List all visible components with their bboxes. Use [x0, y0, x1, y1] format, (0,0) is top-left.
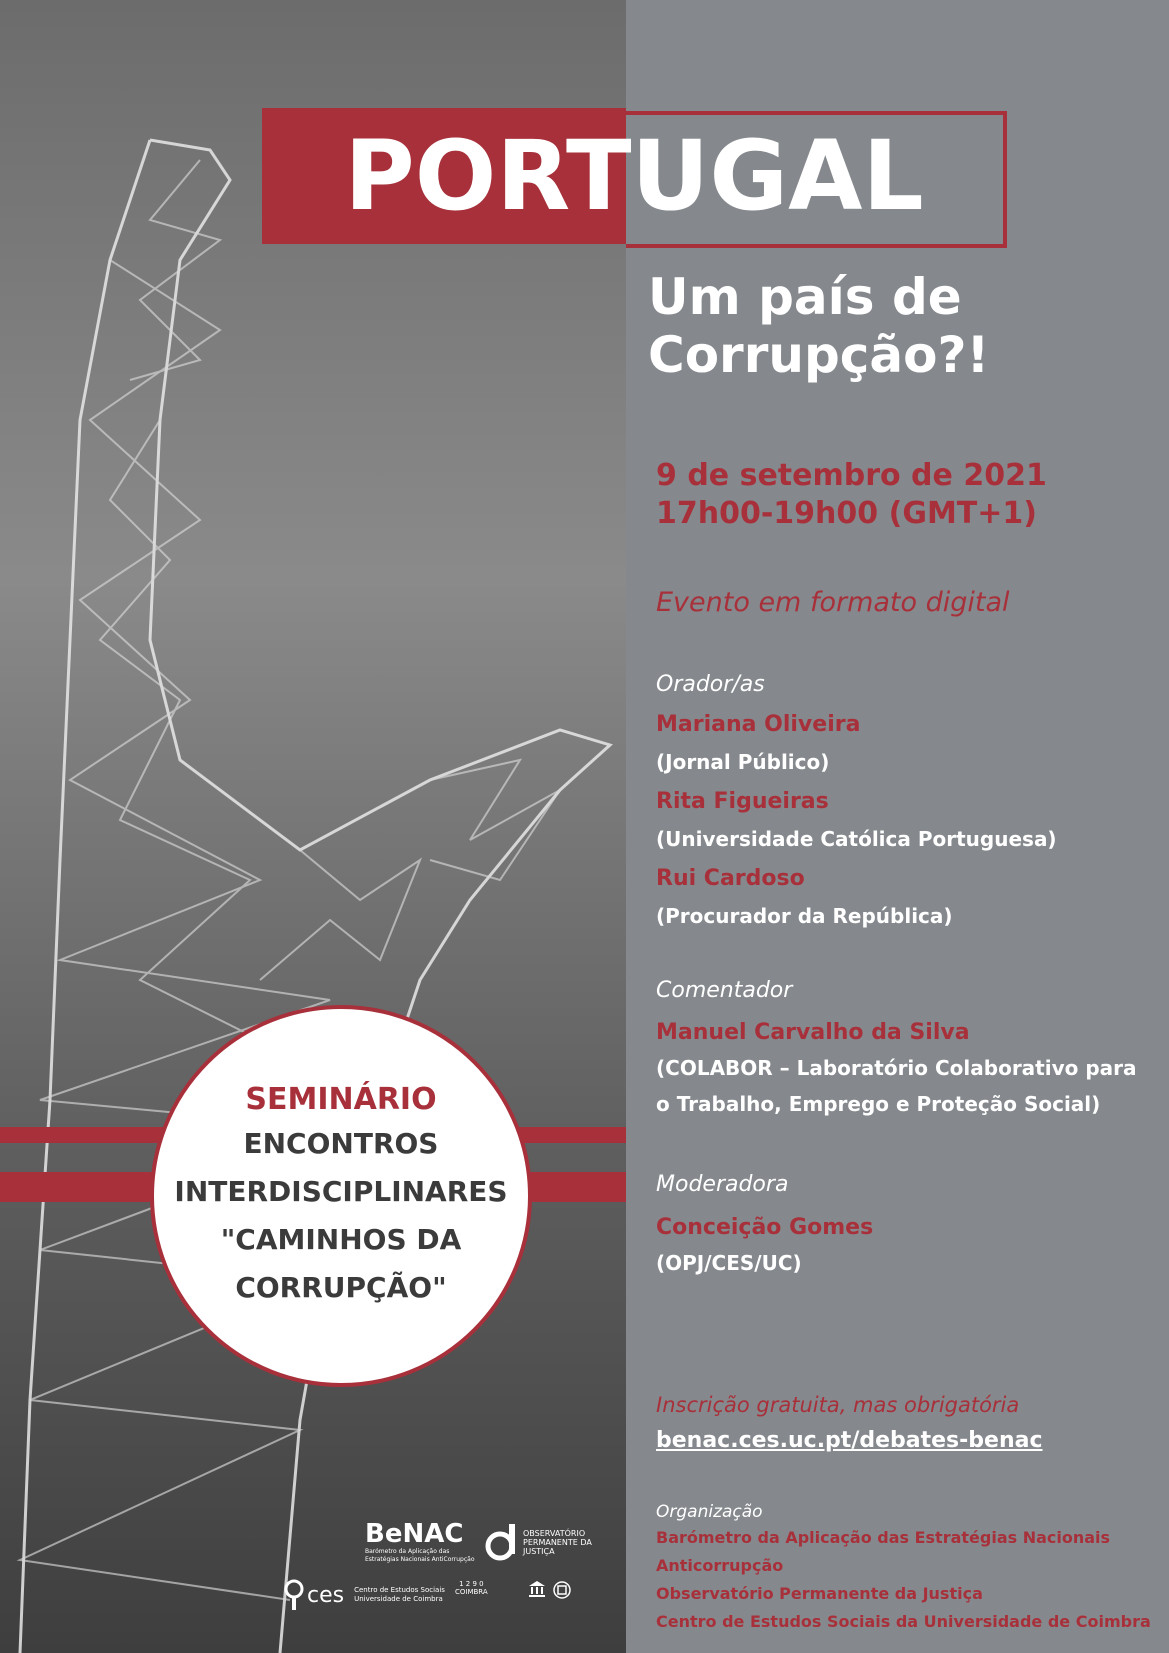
ces-logo — [283, 1578, 445, 1612]
moderator-heading: Moderadora — [656, 1172, 789, 1197]
benac-wordmark: BeNAC — [365, 1519, 464, 1549]
opj-icon — [485, 1522, 519, 1562]
unesco-logos — [528, 1580, 572, 1600]
heritage-icon — [552, 1580, 572, 1600]
benac-subtitle: Barómetro da Aplicação das Estratégias Nacionais AntiCorrupção — [365, 1548, 475, 1563]
organization-heading: Organização — [656, 1502, 763, 1522]
benac-logo — [365, 1520, 475, 1564]
speaker-affiliation-2: (Universidade Católica Portuguesa) — [656, 827, 1057, 851]
organization-item: Observatório Permanente da Justiça — [656, 1584, 983, 1603]
seminar-line1: ENCONTROS — [243, 1127, 439, 1160]
moderator-name: Conceição Gomes — [656, 1215, 874, 1240]
ces-line1: Centro de Estudos Sociais — [354, 1586, 445, 1594]
commentator-affiliation-line1: (COLABOR – Laboratório Colaborativo para — [656, 1056, 1137, 1080]
commentator-heading: Comentador — [656, 978, 793, 1003]
organization-list — [656, 1524, 1151, 1636]
subtitle-line1: Um país de — [648, 268, 962, 326]
seminar-line4: CORRUPÇÃO" — [235, 1271, 447, 1304]
speaker-name-2: Rita Figueiras — [656, 789, 829, 814]
organization-item: Barómetro da Aplicação das Estratégias Nacionais — [656, 1528, 1111, 1547]
subtitle — [648, 268, 989, 384]
opj-line3: JUSTIÇA — [523, 1546, 555, 1556]
opj-line2: PERMANENTE DA — [523, 1537, 592, 1547]
speakers-heading: Orador/as — [656, 672, 765, 697]
commentator-affiliation-line2: o Trabalho, Emprego e Proteção Social) — [656, 1092, 1101, 1116]
subtitle-line2: Corrupção?! — [648, 326, 990, 384]
opj-logo — [485, 1522, 592, 1562]
date-line2: 17h00-19h00 (GMT+1) — [656, 496, 1037, 531]
moderator-affiliation: (OPJ/CES/UC) — [656, 1251, 802, 1275]
seminar-badge — [150, 1005, 532, 1387]
organization-item: Anticorrupção — [656, 1556, 784, 1575]
event-format: Evento em formato digital — [656, 587, 1010, 618]
registration-link[interactable]: benac.ces.uc.pt/debates-benac — [656, 1428, 1043, 1453]
date-line1: 9 de setembro de 2021 — [656, 458, 1047, 493]
uc-logo — [455, 1580, 488, 1596]
speaker-name-1: Mariana Oliveira — [656, 712, 861, 737]
ces-line2: Universidade de Coimbra — [354, 1595, 443, 1603]
event-date — [656, 457, 1047, 533]
seminar-label: SEMINÁRIO — [245, 1082, 437, 1117]
temple-icon — [528, 1580, 546, 1598]
seminar-line3: "CAMINHOS DA — [220, 1223, 462, 1256]
seminar-line2: INTERDISCIPLINARES — [174, 1175, 508, 1208]
speaker-name-3: Rui Cardoso — [656, 866, 805, 891]
organization-item: Centro de Estudos Sociais da Universidade de Coimbra — [656, 1612, 1151, 1631]
opj-line1: OBSERVATÓRIO — [523, 1528, 586, 1538]
uc-name: COIMBRA — [455, 1588, 488, 1596]
speaker-affiliation-1: (Jornal Público) — [656, 750, 830, 774]
ces-wordmark: ces — [307, 1582, 345, 1608]
registration-note: Inscrição gratuita, mas obrigatória — [656, 1393, 1020, 1417]
ces-icon — [283, 1578, 305, 1612]
page-title: PORTUGAL — [344, 120, 924, 232]
commentator-name: Manuel Carvalho da Silva — [656, 1020, 970, 1045]
uc-year: 1 2 9 0 — [459, 1580, 484, 1588]
speaker-affiliation-3: (Procurador da República) — [656, 904, 953, 928]
